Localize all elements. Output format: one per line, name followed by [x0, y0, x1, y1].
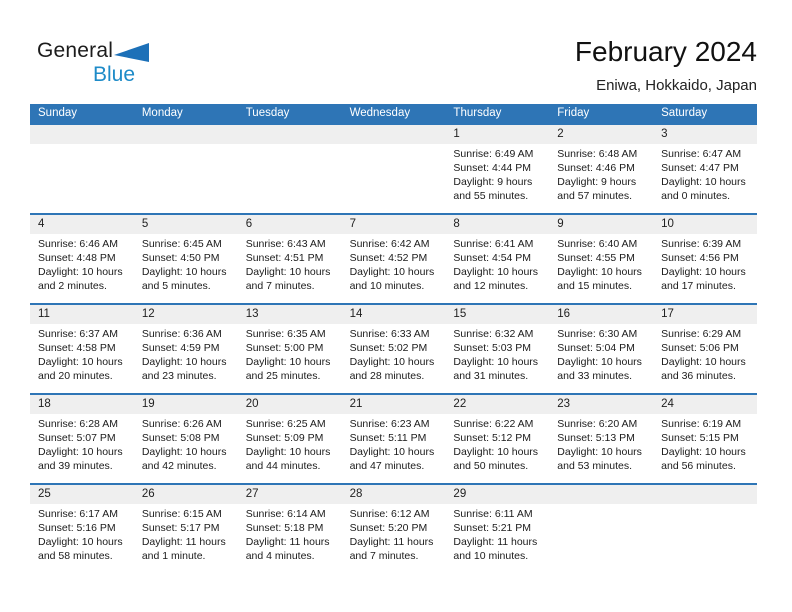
day-cell: [445, 125, 549, 213]
day-number: 14: [342, 305, 446, 324]
general-blue-logo: [37, 40, 157, 84]
day-details: [238, 234, 342, 293]
sunset-line: Sunset: 5:20 PM: [349, 522, 428, 534]
daylight-line: Daylight: 10 hours and 33 minutes.: [557, 356, 642, 382]
sunset-line: Sunset: 5:06 PM: [661, 342, 739, 354]
day-cell: [30, 485, 134, 573]
daylight-line: Daylight: 10 hours and 7 minutes.: [245, 266, 331, 292]
sunrise-line: Sunrise: 6:43 AM: [245, 238, 326, 250]
day-number: 23: [549, 395, 653, 414]
day-details: [445, 324, 549, 383]
sunset-line: Sunset: 4:48 PM: [38, 252, 116, 264]
day-details: [342, 234, 446, 293]
day-number: 5: [134, 215, 238, 234]
sunrise-line: Sunrise: 6:19 AM: [661, 418, 742, 430]
sunrise-line: Sunrise: 6:28 AM: [38, 418, 118, 430]
weekday-label-monday: Monday: [141, 107, 183, 119]
daylight-line: Daylight: 10 hours and 23 minutes.: [141, 356, 227, 382]
day-cell: [134, 485, 238, 573]
daylight-line: Daylight: 10 hours and 53 minutes.: [557, 446, 642, 472]
empty-day-cell: [134, 125, 238, 213]
daylight-line: Daylight: 10 hours and 56 minutes.: [661, 446, 746, 472]
day-cell: [30, 215, 134, 303]
daylight-line: Daylight: 10 hours and 39 minutes.: [38, 446, 123, 472]
day-number: 6: [238, 215, 342, 234]
daylight-line: Daylight: 10 hours and 20 minutes.: [38, 356, 123, 382]
day-details: [653, 144, 757, 203]
day-details: [134, 234, 238, 293]
day-cell: [549, 215, 653, 303]
daylight-line: Daylight: 10 hours and 12 minutes.: [453, 266, 539, 292]
daylight-line: Daylight: 10 hours and 17 minutes.: [661, 266, 746, 292]
sunrise-line: Sunrise: 6:23 AM: [349, 418, 430, 430]
day-cell: [342, 485, 446, 573]
sunrise-line: Sunrise: 6:37 AM: [38, 328, 118, 340]
empty-day-cell: [238, 125, 342, 213]
day-details: [238, 504, 342, 563]
day-number: 8: [445, 215, 549, 234]
day-details: [342, 324, 446, 383]
day-cell: [342, 395, 446, 483]
daylight-line: Daylight: 10 hours and 36 minutes.: [661, 356, 746, 382]
day-details: [134, 504, 238, 563]
sunset-line: Sunset: 5:08 PM: [141, 432, 220, 444]
daylight-line: Daylight: 10 hours and 58 minutes.: [38, 536, 123, 562]
day-details: [653, 234, 757, 293]
day-number: 17: [653, 305, 757, 324]
day-number: 28: [342, 485, 446, 504]
weekday-header-row: [30, 104, 757, 123]
day-details: [30, 324, 134, 383]
sunset-line: Sunset: 5:16 PM: [38, 522, 116, 534]
daylight-line: Daylight: 10 hours and 42 minutes.: [141, 446, 227, 472]
weekday-label-wednesday: Wednesday: [349, 107, 411, 119]
day-cell: [549, 125, 653, 213]
sunset-line: Sunset: 5:15 PM: [661, 432, 739, 444]
sunrise-line: Sunrise: 6:14 AM: [245, 508, 326, 520]
day-cell: [134, 215, 238, 303]
day-cell: [445, 305, 549, 393]
sunrise-line: Sunrise: 6:49 AM: [453, 148, 534, 160]
day-number: 19: [134, 395, 238, 414]
empty-day-cell: [30, 125, 134, 213]
sunrise-line: Sunrise: 6:41 AM: [453, 238, 534, 250]
day-number: 11: [30, 305, 134, 324]
day-details: [445, 414, 549, 473]
daylight-line: Daylight: 9 hours and 57 minutes.: [557, 176, 637, 202]
day-details: [445, 234, 549, 293]
day-cell: [134, 395, 238, 483]
sunset-line: Sunset: 4:55 PM: [557, 252, 635, 264]
daylight-line: Daylight: 10 hours and 25 minutes.: [245, 356, 331, 382]
calendar-grid: [30, 123, 757, 573]
day-cell: [30, 395, 134, 483]
sunset-line: Sunset: 5:12 PM: [453, 432, 532, 444]
day-cell: [653, 125, 757, 213]
weekday-label-saturday: Saturday: [661, 107, 708, 119]
week-row: [30, 123, 757, 213]
day-number: [238, 125, 342, 144]
sunset-line: Sunset: 5:21 PM: [453, 522, 532, 534]
sunrise-line: Sunrise: 6:46 AM: [38, 238, 118, 250]
day-cell: [238, 215, 342, 303]
empty-day-cell: [653, 485, 757, 573]
day-cell: [445, 215, 549, 303]
sunrise-line: Sunrise: 6:40 AM: [557, 238, 638, 250]
day-number: 16: [549, 305, 653, 324]
page-title: February 2024: [574, 36, 757, 67]
sunrise-line: Sunrise: 6:33 AM: [349, 328, 430, 340]
sunset-line: Sunset: 5:04 PM: [557, 342, 635, 354]
day-number: 27: [238, 485, 342, 504]
sunset-line: Sunset: 4:52 PM: [349, 252, 428, 264]
day-details: [134, 324, 238, 383]
sunrise-line: Sunrise: 6:15 AM: [141, 508, 222, 520]
daylight-line: Daylight: 10 hours and 28 minutes.: [349, 356, 435, 382]
sunrise-line: Sunrise: 6:48 AM: [557, 148, 638, 160]
weekday-label-sunday: Sunday: [38, 107, 78, 119]
week-row: [30, 483, 757, 573]
sunset-line: Sunset: 5:17 PM: [141, 522, 220, 534]
daylight-line: Daylight: 10 hours and 2 minutes.: [38, 266, 123, 292]
daylight-line: Daylight: 10 hours and 50 minutes.: [453, 446, 539, 472]
sunset-line: Sunset: 4:47 PM: [661, 162, 739, 174]
sunrise-line: Sunrise: 6:29 AM: [661, 328, 742, 340]
day-cell: [342, 215, 446, 303]
day-details: [549, 144, 653, 203]
sunset-line: Sunset: 5:13 PM: [557, 432, 635, 444]
day-cell: [238, 395, 342, 483]
sunset-line: Sunset: 4:56 PM: [661, 252, 739, 264]
weekday-label-thursday: Thursday: [453, 107, 502, 119]
day-number: 3: [653, 125, 757, 144]
day-cell: [445, 395, 549, 483]
sunset-line: Sunset: 4:54 PM: [453, 252, 532, 264]
daylight-line: Daylight: 10 hours and 15 minutes.: [557, 266, 642, 292]
title-block: [575, 36, 757, 94]
day-number: 20: [238, 395, 342, 414]
weekday-label-tuesday: Tuesday: [245, 107, 290, 119]
day-details: [342, 504, 446, 563]
day-cell: [342, 305, 446, 393]
sunset-line: Sunset: 4:58 PM: [38, 342, 116, 354]
sunset-line: Sunset: 5:18 PM: [245, 522, 324, 534]
day-details: [549, 414, 653, 473]
day-number: 24: [653, 395, 757, 414]
day-cell: [653, 305, 757, 393]
day-details: [445, 504, 549, 563]
day-cell: [238, 305, 342, 393]
sunset-line: Sunset: 4:46 PM: [557, 162, 635, 174]
sunrise-line: Sunrise: 6:20 AM: [557, 418, 638, 430]
sunset-line: Sunset: 5:11 PM: [349, 432, 427, 444]
day-details: [445, 144, 549, 203]
day-details: [238, 324, 342, 383]
day-cell: [653, 395, 757, 483]
daylight-line: Daylight: 9 hours and 55 minutes.: [453, 176, 533, 202]
sunset-line: Sunset: 4:59 PM: [141, 342, 220, 354]
day-number: 1: [445, 125, 549, 144]
day-number: 25: [30, 485, 134, 504]
day-number: [30, 125, 134, 144]
day-number: [549, 485, 653, 504]
sunrise-line: Sunrise: 6:39 AM: [661, 238, 742, 250]
sunrise-line: Sunrise: 6:17 AM: [38, 508, 118, 520]
week-row: [30, 303, 757, 393]
day-number: 7: [342, 215, 446, 234]
day-details: [549, 234, 653, 293]
daylight-line: Daylight: 11 hours and 4 minutes.: [245, 536, 330, 562]
week-row: [30, 213, 757, 303]
sunrise-line: Sunrise: 6:11 AM: [453, 508, 533, 520]
day-details: [30, 234, 134, 293]
day-number: 10: [653, 215, 757, 234]
day-cell: [30, 305, 134, 393]
day-cell: [549, 395, 653, 483]
sunset-line: Sunset: 5:00 PM: [245, 342, 324, 354]
day-details: [653, 414, 757, 473]
daylight-line: Daylight: 10 hours and 44 minutes.: [245, 446, 331, 472]
sunrise-line: Sunrise: 6:22 AM: [453, 418, 534, 430]
day-number: 15: [445, 305, 549, 324]
sunrise-line: Sunrise: 6:26 AM: [141, 418, 222, 430]
day-details: [134, 414, 238, 473]
day-number: 29: [445, 485, 549, 504]
day-details: [653, 324, 757, 383]
day-details: [549, 324, 653, 383]
sunrise-line: Sunrise: 6:36 AM: [141, 328, 222, 340]
blue-triangle-shape: [114, 43, 149, 62]
sunset-line: Sunset: 4:50 PM: [141, 252, 220, 264]
empty-day-cell: [342, 125, 446, 213]
sunset-line: Sunset: 4:44 PM: [453, 162, 532, 174]
day-number: 4: [30, 215, 134, 234]
day-cell: [238, 485, 342, 573]
day-number: 21: [342, 395, 446, 414]
day-number: 22: [445, 395, 549, 414]
sunrise-line: Sunrise: 6:32 AM: [453, 328, 534, 340]
day-cell: [134, 305, 238, 393]
logo-text-blue: Blue: [93, 63, 136, 86]
logo-text-general: General: [37, 39, 114, 62]
sunrise-line: Sunrise: 6:30 AM: [557, 328, 638, 340]
sunrise-line: Sunrise: 6:47 AM: [661, 148, 742, 160]
day-number: 2: [549, 125, 653, 144]
day-details: [30, 414, 134, 473]
daylight-line: Daylight: 11 hours and 1 minute.: [141, 536, 226, 562]
daylight-line: Daylight: 10 hours and 47 minutes.: [349, 446, 435, 472]
day-number: 18: [30, 395, 134, 414]
daylight-line: Daylight: 10 hours and 10 minutes.: [349, 266, 435, 292]
day-number: [134, 125, 238, 144]
week-row: [30, 393, 757, 483]
daylight-line: Daylight: 10 hours and 5 minutes.: [141, 266, 227, 292]
sunset-line: Sunset: 5:02 PM: [349, 342, 428, 354]
sunset-line: Sunset: 5:07 PM: [38, 432, 116, 444]
weekday-label-friday: Friday: [557, 107, 590, 119]
sunrise-line: Sunrise: 6:12 AM: [349, 508, 430, 520]
day-number: 9: [549, 215, 653, 234]
day-number: [342, 125, 446, 144]
daylight-line: Daylight: 10 hours and 0 minutes.: [661, 176, 746, 202]
sunrise-line: Sunrise: 6:45 AM: [141, 238, 222, 250]
day-details: [342, 414, 446, 473]
sunrise-line: Sunrise: 6:35 AM: [245, 328, 326, 340]
day-details: [238, 414, 342, 473]
day-cell: [445, 485, 549, 573]
sunset-line: Sunset: 4:51 PM: [245, 252, 324, 264]
day-cell: [549, 305, 653, 393]
day-number: 13: [238, 305, 342, 324]
daylight-line: Daylight: 11 hours and 10 minutes.: [453, 536, 538, 562]
sunset-line: Sunset: 5:09 PM: [245, 432, 324, 444]
calendar-table: [30, 104, 757, 573]
daylight-line: Daylight: 10 hours and 31 minutes.: [453, 356, 539, 382]
page-subtitle-location: Eniwa, Hokkaido, Japan: [596, 77, 757, 94]
empty-day-cell: [549, 485, 653, 573]
day-number: 26: [134, 485, 238, 504]
sunrise-line: Sunrise: 6:42 AM: [349, 238, 430, 250]
day-number: [653, 485, 757, 504]
day-cell: [653, 215, 757, 303]
sunrise-line: Sunrise: 6:25 AM: [245, 418, 326, 430]
day-details: [30, 504, 134, 563]
daylight-line: Daylight: 11 hours and 7 minutes.: [349, 536, 434, 562]
day-number: 12: [134, 305, 238, 324]
sunset-line: Sunset: 5:03 PM: [453, 342, 532, 354]
